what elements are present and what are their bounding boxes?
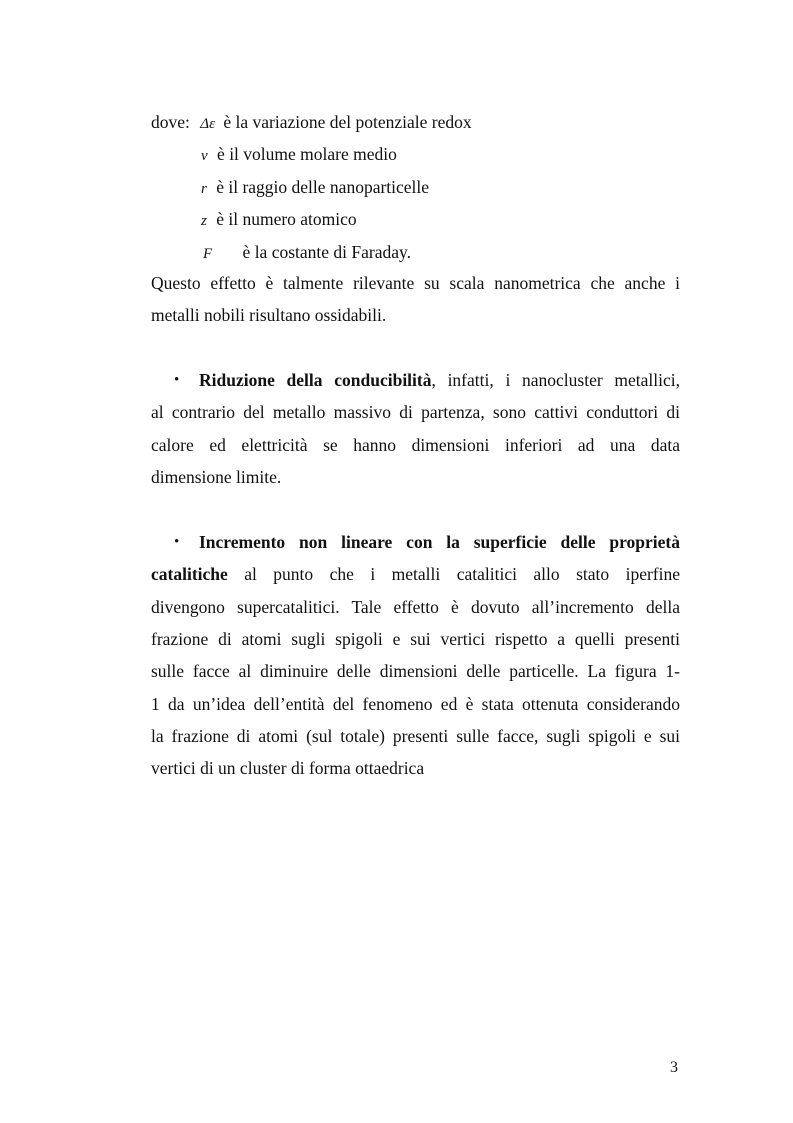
bullet2-line1-rest: al punto che i metalli catalitici allo stato iperfine [227,564,680,584]
bullet-icon: • [174,534,180,550]
paragraph1-line-0: Questo effetto è talmente rilevante su scala nanometrica che anche i [151,273,680,293]
bullet1-line-2: calore ed elettricità se hanno dimensioni inferiori ad una data [151,435,680,455]
bullet2-line-6: la frazione di atomi (sul totale) presenti sulle facce, sugli spigoli e sui [151,726,680,746]
legend-row-2 [201,176,429,200]
legend-text-1: è il volume molare medio [217,144,397,164]
bullet2-line-0 [199,531,680,553]
bullet1-line-3: dimensione limite. [151,467,282,487]
symbol-r: r [201,181,207,197]
bullet1-line0-rest: , infatti, i nanocluster metallici, [431,370,680,390]
symbol-v: v [201,148,208,164]
legend-intro: dove: [151,112,190,132]
legend-row-4 [203,241,411,265]
paragraph1-line-1: metalli nobili risultano ossidabili. [151,305,387,325]
legend-row-1 [201,143,397,167]
bullet2-line-4: sulle facce al diminuire delle dimensioni delle particelle. La figura 1- [151,661,680,681]
legend-text-4: è la costante di Faraday. [242,242,411,262]
bullet2-line-3: frazione di atomi sugli spigoli e sui vertici rispetto a quelli presenti [151,629,680,649]
legend-text-3: è il numero atomico [216,209,357,229]
bullet2-line-1 [151,563,680,585]
legend-text-2: è il raggio delle nanoparticelle [216,177,430,197]
bullet2-line-2: divengono supercatalitici. Tale effetto è dovuto all’incremento della [151,597,680,617]
bullet-icon: • [174,372,180,388]
bullet2-line-5: 1 da un’idea dell’entità del fenomeno ed è stata ottenuta considerando [151,694,680,714]
legend-row-0 [151,111,472,135]
bullet1-line-0 [199,369,680,391]
bullet2-heading: Incremento non lineare con la superficie delle proprietà [199,532,680,552]
bullet1-line-1: al contrario del metallo massivo di partenza, sono cattivi conduttori di [151,402,680,422]
symbol-delta-epsilon: Δε [200,116,215,132]
bullet2-heading-cont: catalitiche [151,564,228,584]
legend-text-0: è la variazione del potenziale redox [223,112,472,132]
bullet2-line-7: vertici di un cluster di forma ottaedrica [151,758,425,778]
bullet1-heading: Riduzione della conducibilità [199,370,432,390]
symbol-F: F [203,246,213,262]
symbol-z: z [201,213,207,229]
page-number: 3 [670,1059,678,1076]
legend-row-3 [201,208,357,232]
